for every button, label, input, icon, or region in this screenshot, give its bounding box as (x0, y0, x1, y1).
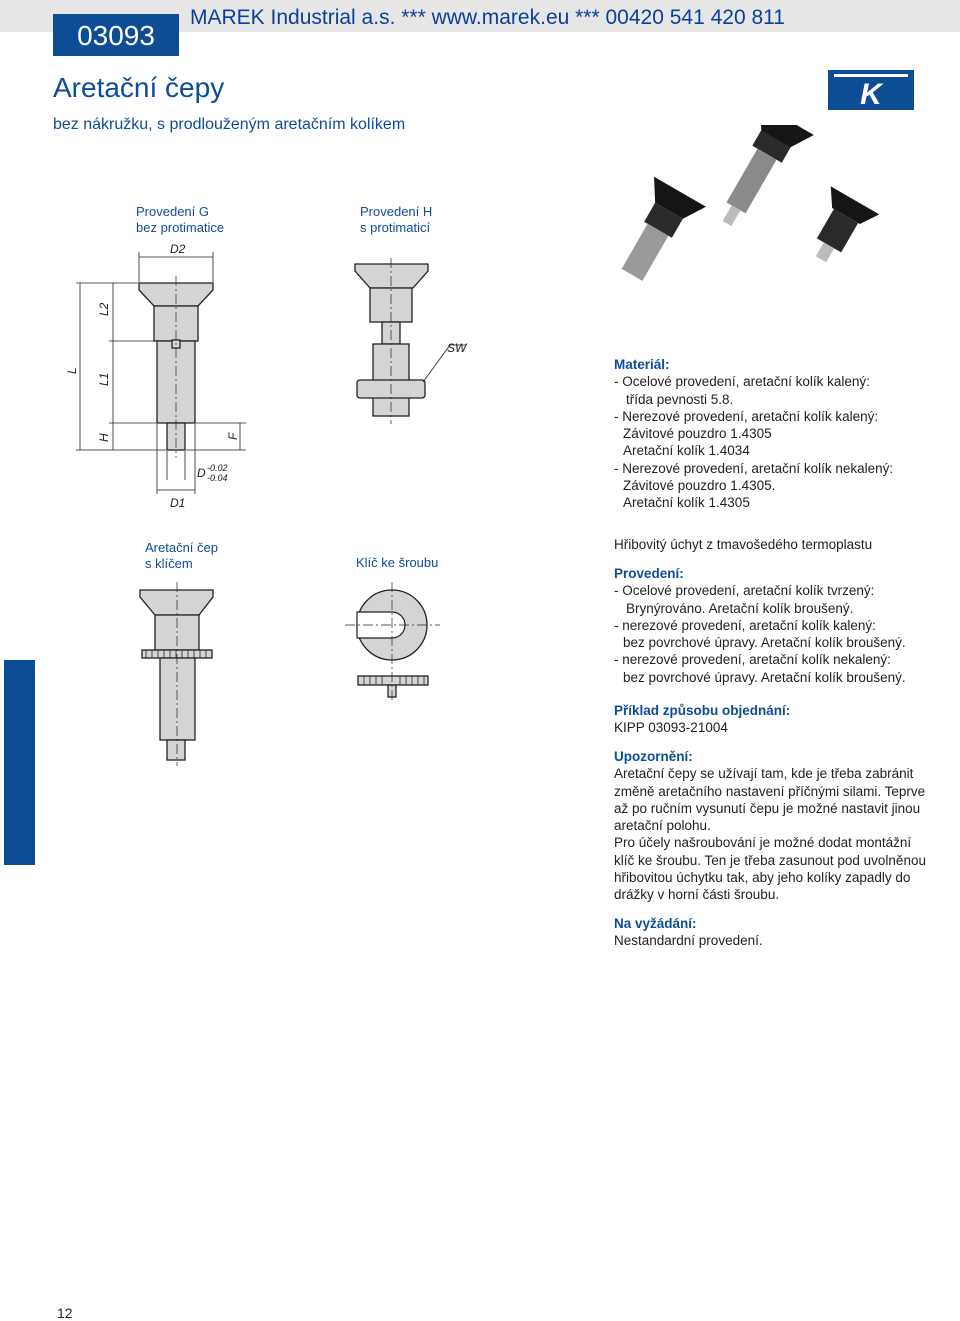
dim-f: F (226, 432, 240, 440)
material-line: - Nerezové provedení, aretační kolík nekalený: (614, 460, 894, 476)
dim-sw: SW (447, 341, 467, 355)
material-line: Aretační kolík 1.4034 (623, 443, 750, 459)
versions-line: Brynýrováno. Aretační kolík broušený. (626, 600, 854, 616)
material-heading: Materiál: (614, 357, 670, 372)
page-number: 12 (57, 1305, 73, 1321)
company-contact[interactable]: MAREK Industrial a.s. *** www.marek.eu *** 00420 541 420 811 (190, 6, 785, 29)
dim-l: L (65, 367, 79, 374)
notice-heading: Upozornění: (614, 749, 693, 764)
material-line: - Nerezové provedení, aretační kolík kalený: (614, 408, 879, 424)
notice-section (614, 748, 934, 904)
key-pin-caption: Aretační čep s klíčem (145, 540, 218, 571)
material-line: Závitové pouzdro 1.4305 (623, 426, 772, 442)
material-line: - Ocelové provedení, aretační kolík kalený: (614, 374, 870, 390)
notice-line: aretační polohu. (614, 818, 711, 834)
versions-heading: Provedení: (614, 566, 684, 581)
variant-g-caption: Provedení G bez protimatice (136, 204, 225, 235)
tol-lower: -0.04 (207, 473, 228, 483)
material-line: třída pevnosti 5.8. (626, 391, 734, 407)
product-code: 03093 (53, 14, 179, 56)
svg-text:K: K (860, 78, 882, 111)
notice-line: až po ručním vysunutí čepu je možné nastavit jinou (614, 800, 921, 816)
versions-line: - nerezové provedení, aretační kolík kalený: (614, 617, 876, 633)
notice-line: klíč ke šroubu. Ten je třeba zasunout pod uvolněnou (614, 852, 926, 868)
knob-note: Hřibovitý úchyt z tmavošedého termoplastu (614, 537, 873, 552)
material-section (614, 356, 934, 512)
versions-line: - Ocelové provedení, aretační kolík tvrzený: (614, 583, 875, 599)
key-nut-caption: Klíč ke šroubu (356, 555, 439, 570)
page-title: Aretační čepy (53, 72, 225, 103)
versions-line: bez povrchové úpravy. Aretační kolík broušený. (623, 669, 906, 685)
page-subtitle: bez nákružku, s prodlouženým aretačním kolíkem (53, 116, 406, 133)
notice-line: změně aretačního nastavení příčnými silami. Teprve (614, 783, 926, 799)
dim-h: H (97, 433, 111, 442)
dim-d2: D2 (170, 242, 186, 256)
notice-line: drážky v horní části šroubu. (614, 887, 780, 903)
versions-line: - nerezové provedení, aretační kolík nekalený: (614, 652, 891, 668)
side-tab-marker (4, 660, 35, 865)
order-section (614, 702, 934, 737)
request-section (614, 915, 934, 950)
versions-line: bez povrchové úpravy. Aretační kolík broušený. (623, 635, 906, 651)
dim-l2: L2 (97, 302, 111, 316)
request-heading: Na vyžádání: (614, 916, 697, 931)
product-photo (605, 125, 905, 285)
dim-l1: L1 (97, 372, 111, 386)
notice-line: Aretační čepy se užívají tam, kde je třeba zabránit (614, 766, 914, 782)
notice-line: hřibovitou úchytku tak, aby jeho kolíky zapadly do (614, 870, 911, 886)
dim-d: D (197, 466, 206, 480)
material-line: Aretační kolík 1.4305 (623, 495, 750, 511)
notice-line: Pro účely našroubování je možné dodat montážní (614, 835, 912, 851)
variant-h-caption: Provedení H s protimaticí (360, 204, 433, 235)
tol-upper: -0.02 (207, 463, 228, 473)
order-heading: Příklad způsobu objednání: (614, 703, 791, 718)
request-text: Nestandardní provedení. (614, 933, 763, 949)
order-example: KIPP 03093-21004 (614, 720, 728, 736)
material-line: Závitové pouzdro 1.4305. (623, 478, 776, 494)
dim-d1: D1 (170, 496, 186, 510)
versions-section (614, 565, 934, 686)
